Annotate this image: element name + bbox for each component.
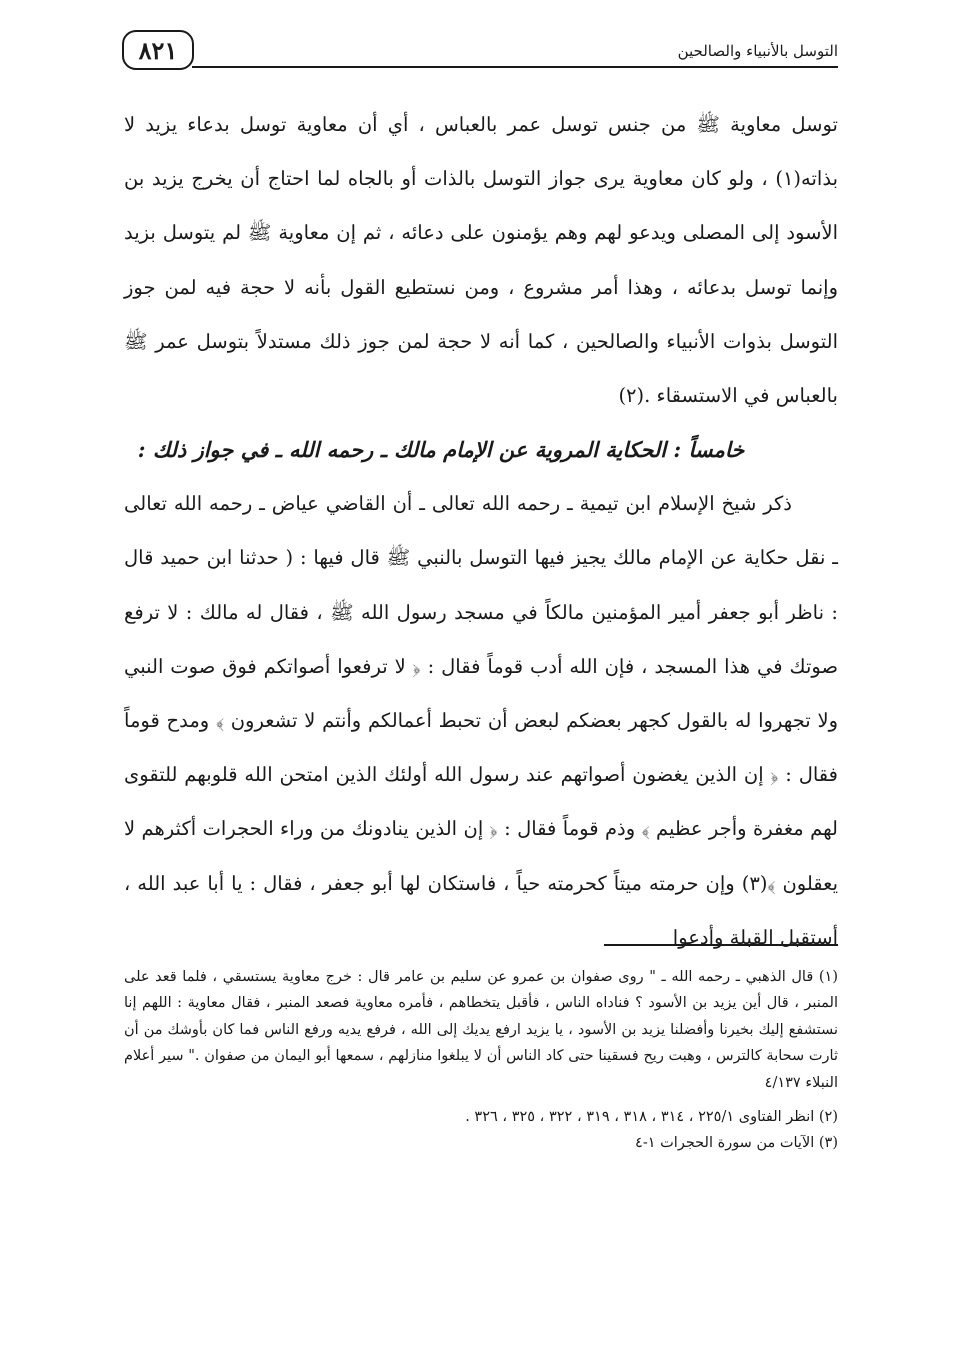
footnote-3: (٣) الآيات من سورة الحجرات ١-٤: [635, 1135, 838, 1152]
paragraph-2: ذكر شيخ الإسلام ابن تيمية ـ رحمه الله تعالى ـ أن القاضي عياض ـ رحمه الله تعالى ـ نقل حكاية عن الإمام مالك يجيز فيها التوسل بالنبي ﷺ قال فيها : ( حدثنا ابن حميد قال : ناظر أبو جعفر أمير المؤمنين مالكاً في مسجد رسول الله ﷺ ، فقال له مالك : لا ترفع صوتك في هذا المسجد ، فإن الله أدب قوماً فقال : ﴿ لا ترفعوا أصواتكم فوق صوت النبي ولا تجهروا له بالقول كجهر بعضكم لبعض أن تحبط أعمالكم وأنتم لا تشعرون ﴾ ومدح قوماً فقال : ﴿ إن الذين يغضون أصواتهم عند رسول الله أولئك الذين امتحن الله قلوبهم للتقوى لهم مغفرة وأجر عظيم ﴾ وذم قوماً فقال : ﴿ إن الذين ينادونك من وراء الحجرات أكثرهم لا يعقلون ﴾(٣) وإن حرمته ميتاً كحرمته حياً ، فاستكان لها أبو جعفر ، فقال : يا أبا عبد الله ، أستقبل القبلة وأدعوا: [124, 492, 838, 949]
footnote-1: (١) قال الذهبي ـ رحمه الله ـ " روى صفوان بن عمرو عن سليم بن عامر قال : خرج معاوية يستسقي ، فلما قعد على المنبر ، قال أين يزيد بن الأسود ؟ فناداه الناس ، فأقبل يتخطاهم ، فأمره معاوية فصعد المنبر ، فقال معاوية : اللهم إنا نستشفع إليك بخيرنا وأفضلنا يزيد بن الأسود ، يا يزيد ارفع يديك إلى الله ، فرفع يديه ورفع الناس فما كان بأوشك من أن ثارت سحابة كالترس ، وهبت ريح فسقينا حتى كاد الناس أن لا يبلغوا منازلهم ، سمعها أبو اليمان من صفوان ." سير أعلام النبلاء ٤/١٣٧: [124, 969, 838, 1091]
paragraph-1: توسل معاوية ﷺ من جنس توسل عمر بالعباس ، أي أن معاوية توسل بدعاء يزيد لا بذاته(١) ، ولو كان معاوية يرى جواز التوسل بالذات أو بالجاه لما احتاج أن يخرج يزيد بن الأسود إلى المصلى ويدعو لهم وهم يؤمنون على دعائه ، ثم إن معاوية ﷺ لم يتوسل بزيد وإنما توسل بدعائه ، وهذا أمر مشروع ، ومن نستطيع القول بأنه لا حجة فيه لمن جوز التوسل بذوات الأنبياء والصالحين ، كما أنه لا حجة لمن جوز ذلك مستدلاً بتوسل عمر ﷺ بالعباس في الاستسقاء .(٢): [124, 113, 838, 408]
running-title: التوسل بالأنبياء والصالحين: [672, 42, 838, 60]
main-text: [124, 98, 838, 965]
page-header: [122, 30, 838, 78]
footnote-separator: [604, 944, 838, 946]
footnote-2: (٢) انظر الفتاوى ٢٢٥/١ ، ٣١٤ ، ٣١٨ ، ٣١٩ ، ٣٢٢ ، ٣٢٥ ، ٣٢٦ .: [465, 1109, 838, 1126]
page-number: ٨٢١: [122, 30, 194, 70]
header-rule: [192, 66, 838, 68]
footnotes: [124, 964, 838, 1157]
section-heading: خامساً : الحكاية المروية عن الإمام مالك ـ رحمه الله ـ في جواز ذلك :: [137, 437, 745, 463]
